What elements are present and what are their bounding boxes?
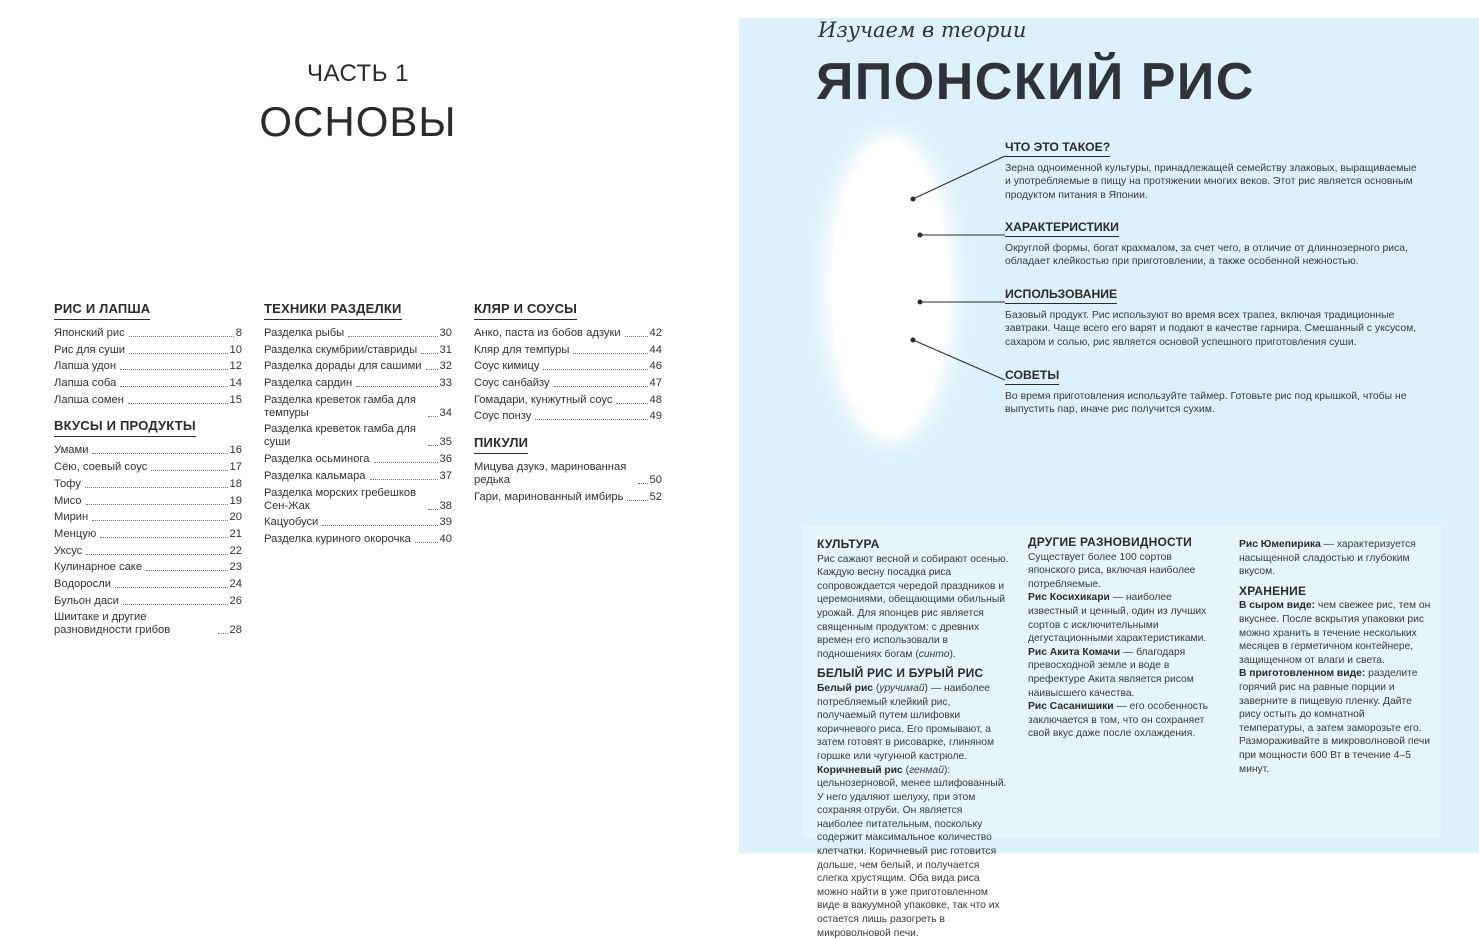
toc-entry-title: Мисо: [54, 494, 82, 507]
toc-entry-page: 16: [229, 444, 242, 457]
toc-entry[interactable]: [474, 491, 662, 504]
toc-entry-title: Уксус: [54, 544, 83, 557]
toc-entry-title: Умами: [54, 444, 89, 457]
part-title: ОСНОВЫ: [259, 98, 457, 145]
toc-entry-page: 26: [229, 594, 242, 607]
part-label: ЧАСТЬ 1: [307, 60, 409, 87]
toc-entry-page: 39: [439, 516, 452, 529]
toc-entry-title: Соус кимицу: [474, 360, 540, 373]
toc-entry-page: 49: [649, 410, 662, 423]
toc-entry-page: 30: [439, 327, 452, 339]
toc-leader-dots: [85, 487, 228, 488]
toc-entry-title: Сёю, соевый соус: [54, 461, 148, 474]
toc-entry-title: Разделка кальмара: [264, 469, 366, 482]
page-kicker: Изучаем в теории: [818, 18, 1027, 42]
toc-entry-page: 31: [439, 343, 452, 356]
info-column: [1028, 530, 1220, 741]
variety-sasanishiki: Рис Сасанишики — его особенность заключается в том, что он сохраняет свой вкус даже после охлаждения.: [1028, 701, 1209, 740]
varieties-heading: ДРУГИЕ РАЗНОВИДНОСТИ: [1028, 535, 1192, 549]
leader-line: [913, 156, 1005, 199]
toc-entry[interactable]: [54, 461, 242, 474]
white-brown-heading: БЕЛЫЙ РИС И БУРЫЙ РИС: [817, 666, 984, 681]
toc-entry[interactable]: [264, 360, 452, 373]
toc-column: [474, 300, 662, 508]
toc-leader-dots: [86, 504, 228, 505]
toc-entry[interactable]: [54, 344, 242, 357]
toc-section-heading: ТЕХНИКИ РАЗДЕЛКИ: [264, 301, 402, 320]
toc-entry[interactable]: [54, 578, 242, 591]
term-shinto: синто: [918, 648, 950, 660]
toc-entry-page: 44: [649, 343, 662, 356]
toc-entry-title: Мирин: [54, 511, 89, 524]
toc-entry-page: 18: [229, 477, 242, 490]
toc-entry-page: 8: [235, 327, 242, 339]
toc-entry-page: 15: [229, 393, 242, 406]
toc-entry-page: 37: [439, 469, 452, 482]
leader-dot: [918, 300, 922, 304]
toc-entry-page: 42: [649, 327, 662, 339]
toc-section-heading: ВКУСЫ И ПРОДУКТЫ: [54, 418, 196, 437]
feature-characteristics: [1005, 218, 1425, 269]
toc-leader-dots: [129, 353, 227, 354]
toc-entry[interactable]: [54, 545, 242, 558]
toc-section-heading: ПИКУЛИ: [474, 435, 528, 454]
toc-entry-page: 46: [649, 360, 662, 373]
feature-text: Зерна одноименной культуры, принадлежащей семейству злаковых, выращиваемые и употребляемые в пищу на протяжении многих веков. Этот рис является основным продуктом питания в Японии.: [1005, 163, 1417, 201]
toc-leader-dots: [120, 386, 227, 387]
toc-entry[interactable]: [264, 377, 452, 390]
white-brown-text: Белый рис (уручимай) — наиболее потребляемый клейкий рис, получаемый путем шлифовки коричневого риса. Его промывают, а затем готовят в рисоварке, глиняном горшке или чугунной кастрюле. Коричневый рис (генмай): цельнозерновой, менее шлифованный. У него удаляют шелуху, при этом сохраняя отруби. Он является наиболее питательным, поскольку содержит максимальное количество клетчатки. Коричневый рис готовится дольше, чем белый, и получается слегка хрустящим. Оба вида риса можно найти в уже приготовленном виде в вакуумной упаковке, так что их остается лишь разогреть в микроволновой печи.: [817, 682, 1007, 939]
toc-leader-dots: [374, 462, 438, 463]
toc-entry[interactable]: [474, 360, 662, 373]
toc-entry-page: 19: [229, 494, 242, 507]
variety-akita: Рис Акита Комачи — благодаря превосходной земле и воде в префектуре Акита является рисом наивысшего качества.: [1028, 646, 1194, 699]
toc-entry-title: Шиитаке и другие разновидности грибов: [54, 611, 171, 637]
toc-entry-page: 36: [439, 453, 452, 466]
toc-entry-title: Анко, паста из бобов адзуки: [474, 327, 621, 339]
toc-entry-page: 17: [229, 461, 242, 474]
toc-entry[interactable]: [264, 344, 452, 357]
toc-entry-page: 14: [229, 377, 242, 390]
toc-leader-dots: [428, 416, 438, 417]
variety-koshihikari: Рис Косихикари — наиболее известный и ценный, один из лучших сортов с исключительными дегустационными характеристиками.: [1028, 592, 1207, 645]
toc-entry[interactable]: [54, 377, 242, 390]
toc-entry[interactable]: [264, 453, 452, 466]
toc-leader-dots: [370, 479, 438, 480]
toc-leader-dots: [128, 403, 228, 404]
feature-text: Округлой формы, богат крахмалом, за счет чего, в отличие от длиннозерного риса, обладает клейкостью при приготовлении, а также особенной нежностью.: [1005, 243, 1408, 268]
toc-entry-title: Разделка дорады для сашими: [264, 360, 422, 373]
toc-entry-title: Разделка осьминога: [264, 453, 370, 466]
toc-leader-dots: [426, 369, 438, 370]
toc-entry[interactable]: [264, 533, 452, 546]
toc-entry-title: Разделка креветок гамба для суши: [264, 423, 416, 449]
toc-entry-title: Кацуобуси: [264, 516, 319, 529]
toc-entry[interactable]: [54, 511, 242, 524]
toc-leader-dots: [151, 470, 227, 471]
toc-leader-dots: [322, 525, 437, 526]
toc-entry-page: 33: [439, 377, 452, 390]
toc-entry[interactable]: [54, 327, 242, 340]
toc-entry[interactable]: [54, 495, 242, 508]
toc-entry-title: Лапша соба: [54, 377, 117, 390]
leader-dot: [918, 233, 922, 237]
info-box: [803, 526, 1441, 939]
toc-leader-dots: [356, 386, 437, 387]
toc-entry-title: Разделка сардин: [264, 377, 353, 390]
toc-entry-page: 12: [229, 360, 242, 373]
toc-entry-title: Соус понзу: [474, 410, 532, 423]
toc-entry[interactable]: [474, 377, 662, 390]
toc-entry-page: 47: [649, 377, 662, 390]
feature-heading: ЧТО ЭТО ТАКОЕ?: [1005, 140, 1110, 157]
toc-entry-title: Лапша сомен: [54, 393, 124, 406]
toc-entry-title: Кляр для темпуры: [474, 343, 570, 356]
culture-heading: КУЛЬТУРА: [817, 537, 880, 551]
feature-text: Базовый продукт. Рис используют во время всех трапез, включая традиционные завтраки. Чаще всего его варят и подают в качестве гарнира. Смешанный с уксусом, сахаром и солью, рис является основой успешного приготовления суши.: [1005, 310, 1417, 348]
toc-entry[interactable]: [264, 516, 452, 529]
storage-cooked: В приготовленном виде: разделите горячий рис на равные порции и заверните в пищевую пленку. Дайте рису остыть до комнатной температуры, а затем заморозьте его. Размораживайте в микроволновой печи при мощности 600 Вт в течение 4–5 минут.: [1239, 668, 1430, 775]
toc-entry[interactable]: [264, 394, 452, 420]
toc-leader-dots: [543, 369, 647, 370]
toc-leader-dots: [415, 542, 438, 543]
varieties-text: Существует более 100 сортов японского риса, включая наиболее потребляемые.: [1028, 551, 1196, 590]
toc-section-heading: РИС И ЛАПША: [54, 301, 150, 320]
toc-column: [54, 300, 242, 641]
toc-entry[interactable]: [474, 410, 662, 423]
toc-leader-dots: [218, 633, 228, 634]
toc-entry[interactable]: [54, 561, 242, 574]
toc-entry-page: 38: [439, 499, 452, 512]
feature-heading: СОВЕТЫ: [1005, 368, 1059, 385]
toc-entry-title: Рис для суши: [54, 343, 126, 356]
toc-leader-dots: [120, 369, 227, 370]
toc-leader-dots: [146, 570, 227, 571]
toc-entry[interactable]: [474, 394, 662, 407]
toc-leader-dots: [573, 353, 647, 354]
toc-entry[interactable]: [474, 344, 662, 357]
toc-entry-page: 52: [649, 490, 662, 503]
toc-entry-title: Водоросли: [54, 577, 112, 590]
toc-leader-dots: [421, 353, 437, 354]
toc-entry-title: Бульон даси: [54, 594, 119, 607]
toc-entry-page: 48: [649, 393, 662, 406]
culture-text: Рис сажают весной и собирают осенью. Каждую весну посадка риса сопровождается чередой праздников и церемониями, обещающими обильный урожай. Для японцев рис является священным продуктом: с древних времен его использовали в подношениях богам (синто).: [817, 553, 1009, 660]
toc-entry[interactable]: [264, 423, 452, 449]
toc-leader-dots: [100, 537, 227, 538]
toc-leader-dots: [348, 336, 437, 337]
toc-entry[interactable]: [54, 595, 242, 608]
feature-tips: [1005, 366, 1425, 417]
toc-entry-page: 24: [229, 577, 242, 590]
toc-entry-title: Разделка рыбы: [264, 327, 345, 339]
toc-entry-page: 21: [229, 527, 242, 540]
toc-entry-page: 23: [229, 561, 242, 574]
toc-entry[interactable]: [54, 360, 242, 373]
toc-entry-title: Гари, маринованный имбирь: [474, 490, 624, 503]
toc-entry-title: Разделка морских гребешков Сен-Жак: [264, 486, 417, 512]
feature-text: Во время приготовления используйте таймер. Готовьте рис под крышкой, чтобы не выпустить пар, иначе рис получится сухим.: [1005, 391, 1407, 416]
info-column: [817, 538, 1009, 940]
toc-entry-title: Японский рис: [54, 327, 125, 339]
feature-heading: ИСПОЛЬЗОВАНИЕ: [1005, 287, 1117, 304]
toc-entry[interactable]: [54, 478, 242, 491]
toc-entry[interactable]: [54, 528, 242, 541]
toc-entry[interactable]: [264, 487, 452, 513]
toc-entry[interactable]: [264, 470, 452, 483]
toc-leader-dots: [428, 509, 438, 510]
leader-dot: [911, 338, 915, 342]
toc-leader-dots: [129, 336, 234, 337]
page-title: ЯПОНСКИЙ РИС: [816, 53, 1255, 111]
toc-entry-page: 34: [439, 406, 452, 419]
toc-entry-page: 28: [229, 624, 242, 637]
leader-line: [913, 340, 1005, 380]
toc-entry-title: Гомадари, кунжутный соус: [474, 393, 613, 406]
toc-entry-title: Менцую: [54, 527, 97, 540]
toc-section-heading: КЛЯР И СОУСЫ: [474, 301, 577, 320]
toc-leader-dots: [627, 500, 647, 501]
toc-entry-page: 10: [229, 343, 242, 356]
toc-entry[interactable]: [54, 394, 242, 407]
storage-raw: В сыром виде: чем свежее рис, тем он вкуснее. После вскрытия упаковки рис можно хранить в течение нескольких месяцев в герметичном контейнере, защищенном от влаги и света.: [1239, 600, 1431, 666]
toc-entry-page: 35: [439, 436, 452, 449]
toc-entry-page: 22: [229, 544, 242, 557]
toc-leader-dots: [92, 520, 227, 521]
variety-yumepirika: Рис Юмепирика — характеризуется насыщенной сладостью и глубоким вкусом.: [1239, 539, 1416, 578]
right-page: [739, 18, 1479, 939]
toc-entry[interactable]: [474, 327, 662, 340]
toc-leader-dots: [535, 419, 647, 420]
toc-entry-title: Разделка куриного окорочка: [264, 532, 411, 545]
toc-entry-title: Лапша удон: [54, 360, 117, 373]
info-column: [1239, 538, 1431, 776]
toc-leader-dots: [92, 453, 227, 454]
toc-entry-page: 50: [649, 474, 662, 487]
leader-dot: [911, 197, 915, 201]
toc-entry-title: Разделка креветок гамба для темпуры: [264, 393, 416, 419]
toc-column: [264, 300, 452, 550]
toc-leader-dots: [86, 554, 227, 555]
toc-entry[interactable]: [474, 461, 662, 487]
toc-leader-dots: [428, 445, 438, 446]
toc-leader-dots: [638, 483, 648, 484]
toc-entry[interactable]: [264, 327, 452, 340]
toc-leader-dots: [123, 604, 228, 605]
toc-entry-page: 40: [439, 532, 452, 545]
storage-heading: ХРАНЕНИЕ: [1239, 583, 1307, 598]
toc-entry-title: Разделка скумбрии/ставриды: [264, 343, 418, 356]
toc-entry-title: Тофу: [54, 477, 81, 490]
toc-leader-dots: [625, 336, 648, 337]
toc-leader-dots: [554, 386, 648, 387]
feature-what-is-it: [1005, 138, 1425, 202]
toc-leader-dots: [616, 403, 647, 404]
toc-leader-dots: [115, 587, 228, 588]
toc-entry-title: Мицува дзукэ, маринованная редька: [474, 461, 627, 487]
feature-heading: ХАРАКТЕРИСТИКИ: [1005, 220, 1119, 237]
toc-entry-page: 32: [439, 360, 452, 373]
toc-entry-title: Кулинарное саке: [54, 561, 143, 574]
toc-entry-page: 20: [229, 511, 242, 524]
feature-usage: [1005, 285, 1425, 349]
toc-entry[interactable]: [54, 444, 242, 457]
toc-entry[interactable]: [54, 611, 242, 637]
toc-entry-title: Соус санбайзу: [474, 377, 550, 390]
